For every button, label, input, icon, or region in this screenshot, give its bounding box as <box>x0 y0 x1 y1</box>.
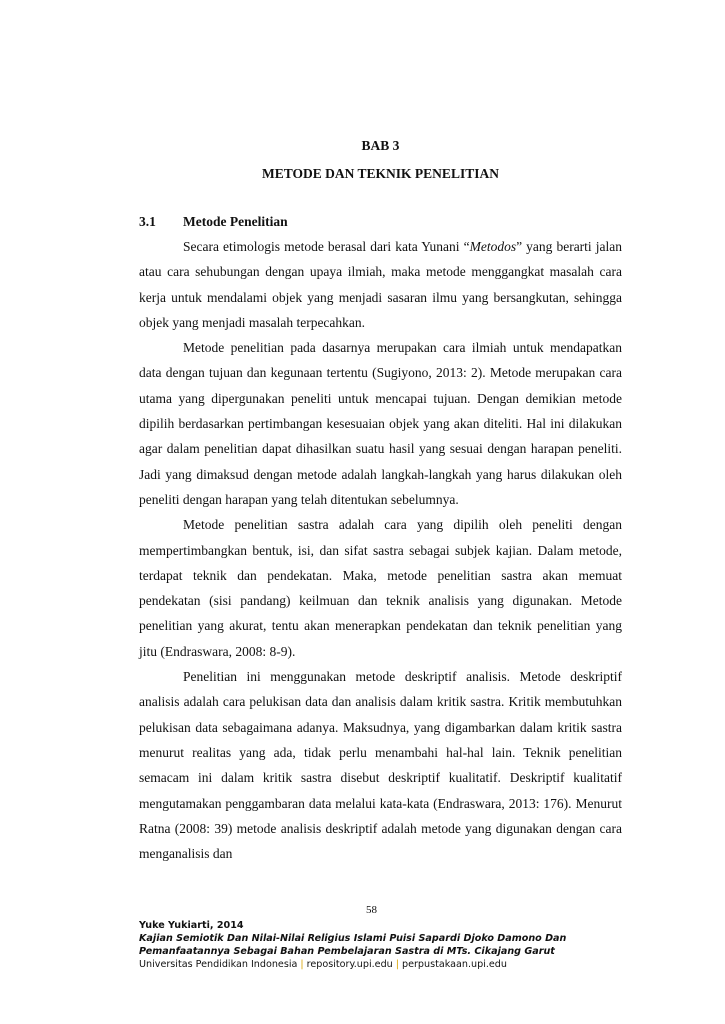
footer-links <box>139 958 699 971</box>
paragraph-1-text-a: Secara etimologis metode berasal dari kata Yunani “ <box>183 239 470 254</box>
chapter-number: BAB 3 <box>361 138 400 153</box>
paragraph-3: Metode penelitian sastra adalah cara yang dipilih oleh peneliti dengan mempertimbangkan bentuk, isi, dan sifat sastra sebagai subjek kajian. Dalam metode, terdapat teknik dan pendekatan. Maka, metode penelitian sastra akan memuat pendekatan (sisi pandang) keilmuan dan teknik analisis yang digunakan. Metode penelitian yang akurat, tentu akan menerapkan pendekatan dan teknik penelitian yang jitu (Endraswara, 2008: 8-9). <box>139 517 622 659</box>
page-number: 58 <box>366 904 377 916</box>
footer-repository-link[interactable]: repository.upi.edu <box>306 959 393 970</box>
footer-library-link[interactable]: perpustakaan.upi.edu <box>402 959 507 970</box>
footer-title-line1: Kajian Semiotik Dan Nilai-Nilai Religius Islami Puisi Sapardi Djoko Damono Dan <box>139 933 567 944</box>
section-heading <box>139 214 288 230</box>
paragraph-1-text-b: ” yang berarti jalan atau cara sehubungan dengan upaya ilmiah, maka metode menggangkat masalah cara kerja untuk mendalami objek yang menjadi sasaran ilmu yang bersangkutan, sehingga objek yang menjadi masalah terpecahkan. <box>139 239 622 330</box>
footer <box>139 919 699 971</box>
paragraph-1-italic-term: Metodos <box>469 239 517 254</box>
footer-author: Yuke Yukiarti, 2014 <box>139 920 244 931</box>
section-number: 3.1 <box>139 214 156 229</box>
chapter-title: METODE DAN TEKNIK PENELITIAN <box>262 166 499 181</box>
section-title: Metode Penelitian <box>183 214 288 229</box>
footer-university: Universitas Pendidikan Indonesia <box>139 959 298 970</box>
footer-title-line2: Pemanfaatannya Sebagai Bahan Pembelajaran Sastra di MTs. Cikajang Garut <box>139 946 555 957</box>
footer-separator: | <box>395 959 399 970</box>
footer-separator: | <box>300 959 304 970</box>
body-text <box>139 234 622 866</box>
paragraph-2: Metode penelitian pada dasarnya merupakan cara ilmiah untuk mendapatkan data dengan tujuan dan kegunaan tertentu (Sugiyono, 2013: 2). Metode merupakan cara utama yang dipergunakan peneliti untuk mencapai tujuan. Dengan demikian metode dipilih berdasarkan pertimbangan kesesuaian objek yang akan diteliti. Hal ini dilakukan agar dalam penelitian dapat dihasilkan suatu hasil yang sesuai dengan harapan peneliti. Jadi yang dimaksud dengan metode adalah langkah-langkah yang harus dilakukan oleh peneliti dengan harapan yang telah ditentukan sebelumnya. <box>139 340 622 507</box>
paragraph-4: Penelitian ini menggunakan metode deskriptif analisis. Metode deskriptif analisis adalah cara pelukisan data dan analisis dalam kritik sastra. Kritik membutuhkan pelukisan data sebagaimana adanya. Maksudnya, yang digambarkan dalam kritik sastra menurut realitas yang ada, tidak perlu menambahi hal-hal lain. Teknik penelitian semacam ini dalam kritik sastra disebut deskriptif kualitatif. Deskriptif kualitatif mengutamakan penggambaran data melalui kata-kata (Endraswara, 2013: 176). Menurut Ratna (2008: 39) metode analisis deskriptif adalah metode yang digunakan dengan cara menganalisis dan <box>139 669 622 862</box>
paragraph-1 <box>139 234 622 335</box>
